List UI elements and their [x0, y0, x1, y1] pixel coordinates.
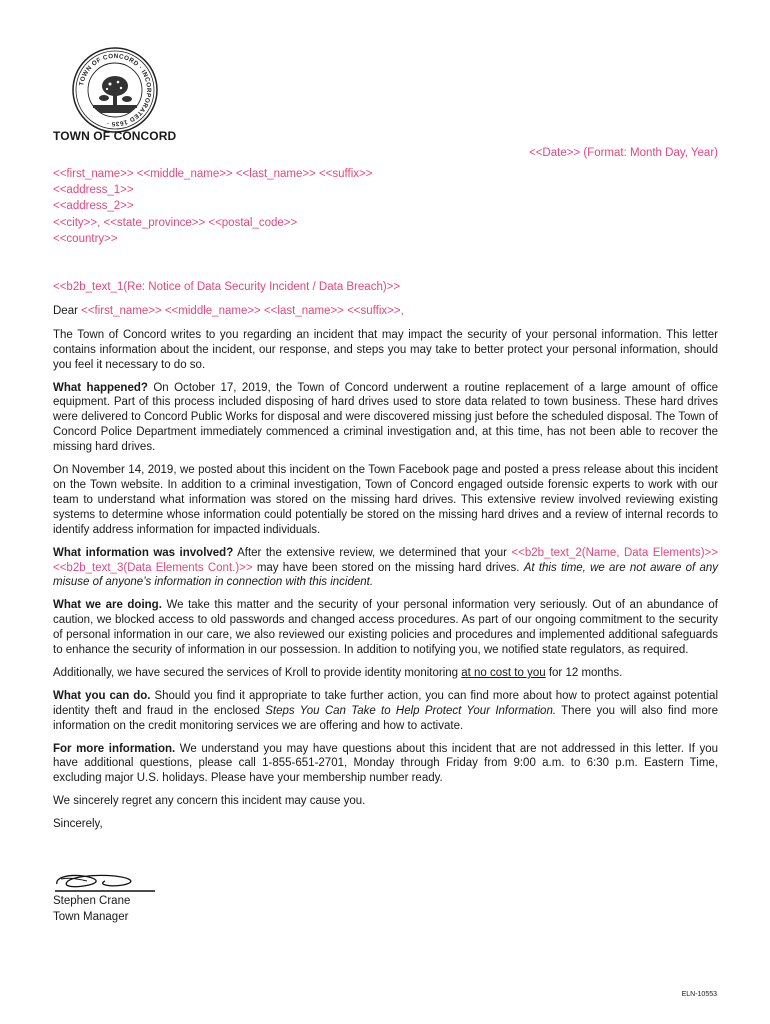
letter-body [53, 280, 718, 840]
closing: Sincerely, [53, 818, 103, 831]
salutation [53, 304, 718, 319]
what-info-variable: <<b2b_text_2(Name, Data Elements)>><<b2b_text_3(Data Elements Cont.)>> [53, 546, 718, 574]
what-doing-label: What we are doing. [53, 599, 162, 612]
address-line: <<city>>, <<state_province>> <<postal_code>> [53, 216, 298, 229]
kroll-paragraph [53, 666, 718, 681]
what-info-paragraph [53, 546, 718, 591]
what-you-text: Should you find it appropriate to take further action, you can find more about how to protect against potential identity theft and fraud in the enclosed [53, 689, 719, 717]
what-info-label: What information was involved? [53, 546, 234, 559]
address-line: <<country>> [53, 232, 118, 245]
signer-block [53, 893, 130, 925]
what-happened-label: What happened? [53, 381, 148, 394]
more-info-text: We understand you may have questions about this incident that are not addressed in this letter. If you have additional questions, please call 1-855-651-2701, Monday through Friday from 9:00 a.m. to 6:30 p.m. Eastern Time, excluding major U.S. holidays. Please have your membership number ready. [53, 742, 718, 785]
more-info-paragraph [53, 742, 718, 787]
kroll-underline: at no cost to you [461, 666, 546, 679]
salutation-name: <<first_name>> <<middle_name>> <<last_name>> <<suffix>>, [81, 304, 404, 317]
what-info-text-2: may have been stored on the missing hard drives. [252, 561, 524, 574]
kroll-text-2: for 12 months. [545, 666, 623, 679]
footer-code: ELN-10553 [681, 991, 717, 998]
what-doing-text: We take this matter and the security of your personal information very seriously. Out of an abundance of caution, we blocked access to old passwords and changed access procedures. As part of our ongoing commitment to the security of personal information in our care, we also reviewed our existing policies and procedures and implemented additional safeguards to enhance the security of information in our possession. In addition to notifying you, we notified state regulators, as required. [53, 599, 718, 657]
recipient-address-block [53, 166, 372, 247]
november-paragraph: On November 14, 2019, we posted about this incident on the Town Facebook page and posted a press release about this incident on the Town website. In addition to a criminal investigation, Town of Concord engaged outside forensic experts to work with our team to understand what information was stored on the missing hard drives. This extensive review involved reviewing existing systems to determine whose information could potentially be stored on the missing hard drives and a review of internal records to identify address information for impacted individuals. [53, 464, 718, 536]
town-seal-logo [71, 46, 159, 134]
what-happened-paragraph [53, 381, 718, 456]
what-doing-paragraph [53, 598, 718, 658]
address-line: <<address_1>> [53, 184, 134, 197]
kroll-text: Additionally, we have secured the services of Kroll to provide identity monitoring [53, 666, 462, 679]
subject-line: <<b2b_text_1(Re: Notice of Data Security Incident / Data Breach)>> [53, 281, 401, 293]
address-line: <<first_name>> <<middle_name>> <<last_name>> <<suffix>> [53, 168, 373, 180]
what-you-italic: Steps You Can Take to Help Protect Your Information. [265, 704, 557, 717]
svg-text:TOWN OF CONCORD · INCORPORATED: TOWN OF CONCORD · INCORPORATED 1635 · [78, 52, 153, 128]
intro-paragraph: The Town of Concord writes to you regarding an incident that may impact the security of your personal information. This letter contains information about the incident, our response, and steps you may take to better protect your personal information, should you feel it necessary to do so. [53, 328, 718, 371]
date-line: <<Date>> (Format: Month Day, Year) [529, 147, 718, 159]
address-line: <<address_2>> [53, 200, 134, 213]
what-info-text: After the extensive review, we determined that your [233, 546, 512, 559]
signer-name: Stephen Crane [53, 895, 131, 907]
what-info-italic: At this time, we are not aware of any misuse of anyone’s information in connection with this incident. [53, 561, 718, 589]
what-happened-text: On October 17, 2019, the Town of Concord underwent a routine replacement of a large amount of office equipment. Part of this process included disposing of hard drives used to store data related to town business. These hard drives were delivered to Concord Public Works for disposal and were discovered missing just before the scheduled disposal. The Town of Concord Police Department immediately commenced a criminal investigation and, at this time, has not been able to recover the missing hard drives. [53, 381, 718, 454]
town-name-heading: TOWN OF CONCORD [53, 129, 177, 143]
more-info-label: For more information. [53, 742, 176, 755]
signature-image [53, 870, 157, 894]
signer-title: Town Manager [53, 911, 129, 923]
what-you-label: What you can do. [53, 689, 151, 702]
regret-paragraph: We sincerely regret any concern this incident may cause you. [53, 795, 366, 808]
what-you-paragraph [53, 689, 718, 734]
salutation-dear: Dear [53, 304, 82, 317]
what-you-text-2: There you will also find more information on the credit monitoring services we are offering and how to activate. [53, 704, 718, 732]
